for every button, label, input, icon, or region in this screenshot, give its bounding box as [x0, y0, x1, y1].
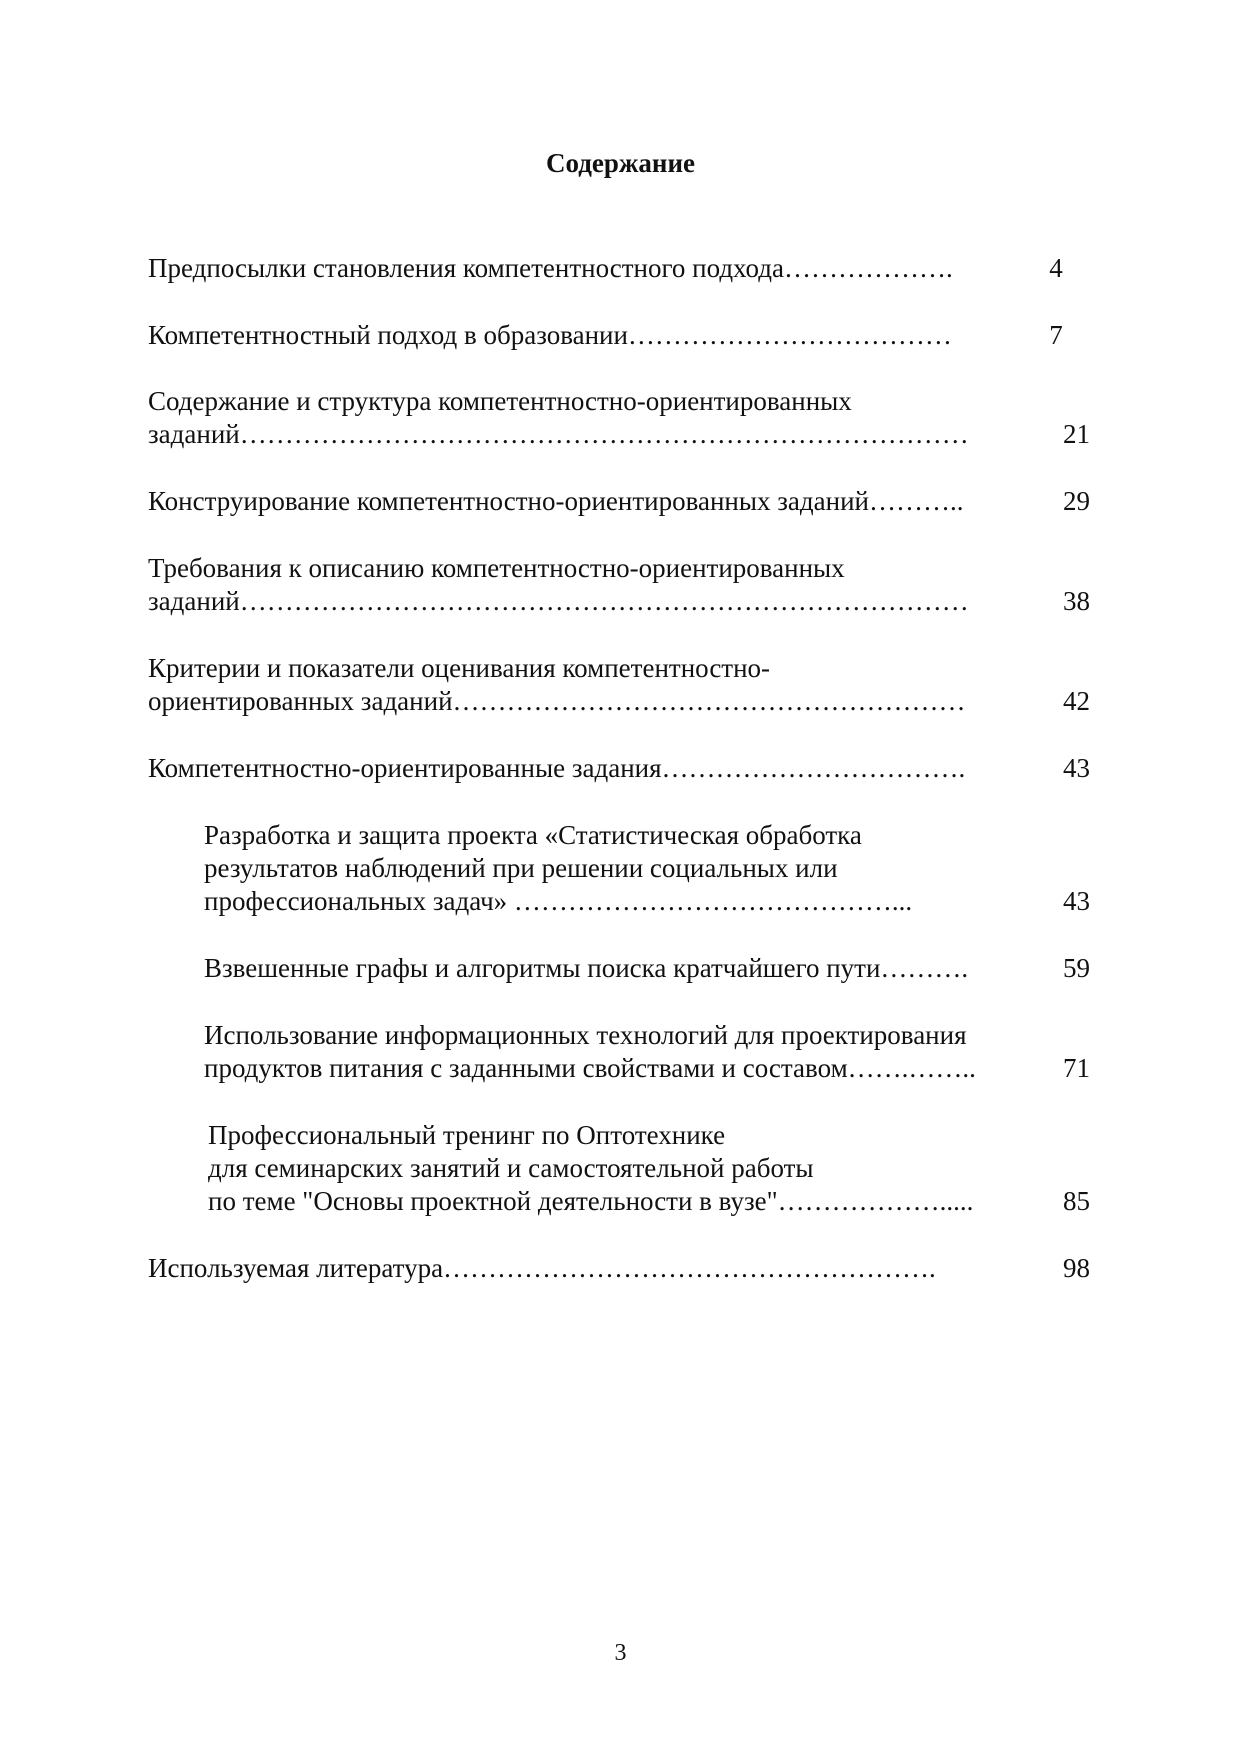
toc-entry-text: ориентированных заданий…………………………………………………: [148, 686, 966, 716]
toc-page-number: 43: [1063, 753, 1090, 783]
toc-entry-text: Критерии и показатели оценивания компетентностно-: [148, 653, 771, 683]
toc-page-number: 42: [1063, 686, 1090, 716]
toc-entry-text: Профессиональный тренинг по Оптотехнике: [208, 1120, 726, 1150]
toc-entry[interactable]: [148, 252, 953, 285]
toc-entry-text: Используемая литература……………………………………………….: [148, 1253, 936, 1283]
toc-entry[interactable]: [148, 652, 966, 718]
toc-page-number: 85: [1063, 1186, 1090, 1216]
toc-page-number: 59: [1063, 953, 1090, 983]
toc-entry-text: профессиональных задач» ……………………………………...: [204, 886, 913, 916]
toc-entry[interactable]: [148, 319, 952, 352]
toc-page-number: 38: [1063, 586, 1090, 616]
toc-entry[interactable]: [148, 552, 969, 618]
toc-entry-text: Компетентностно-ориентированные задания…………………………….: [148, 753, 966, 783]
toc-entry-text: Использование информационных технологий для проектирования: [204, 1020, 967, 1050]
toc-entry-text: заданий………………………………………………………………………: [148, 419, 969, 449]
toc-entry-text: Разработка и защита проекта «Статистическая обработка: [204, 820, 862, 850]
toc-entry[interactable]: [148, 1252, 936, 1285]
toc-page-number: 71: [1063, 1053, 1090, 1083]
toc-page-number: 4: [1049, 253, 1063, 283]
toc-entry-text: Предпосылки становления компетентностного подхода……………….: [148, 253, 953, 283]
toc-entry-text: для семинарских занятий и самостоятельной работы: [208, 1153, 814, 1183]
toc-entry-text: продуктов питания с заданными свойствами и составом…….……..: [204, 1053, 976, 1083]
toc-subentry[interactable]: [204, 952, 968, 985]
toc-page-number: 43: [1063, 886, 1090, 916]
toc-entry-text: Содержание и структура компетентностно-ориентированных: [148, 386, 852, 416]
page-number-footer: 3: [614, 1640, 627, 1666]
toc-entry[interactable]: [148, 385, 969, 451]
toc-entry[interactable]: [148, 752, 965, 785]
toc-subentry[interactable]: [204, 1019, 976, 1085]
toc-entry-text: заданий………………………………………………………………………: [148, 586, 969, 616]
toc-page-number: 29: [1063, 486, 1090, 516]
toc-entry-text: Компетентностный подход в образовании………………………………: [148, 320, 952, 350]
toc-entry-text: Конструирование компетентностно-ориентированных заданий………..: [148, 486, 964, 516]
toc-entry[interactable]: [148, 485, 963, 518]
toc-page-number: 21: [1063, 419, 1090, 449]
page-title: Содержание: [545, 148, 696, 178]
toc-page-number: 7: [1049, 320, 1063, 350]
toc-subentry[interactable]: [208, 1119, 973, 1218]
toc-entry-text: Требования к описанию компетентностно-ориентированных: [148, 553, 845, 583]
toc-page-number: 98: [1063, 1253, 1090, 1283]
toc-entry-text: по теме "Основы проектной деятельности в вузе"……………….....: [208, 1186, 974, 1216]
toc-subentry[interactable]: [204, 819, 912, 918]
toc-entry-text: результатов наблюдений при решении социальных или: [204, 853, 838, 883]
toc-entry-text: Взвешенные графы и алгоритмы поиска кратчайшего пути……….: [204, 953, 969, 983]
